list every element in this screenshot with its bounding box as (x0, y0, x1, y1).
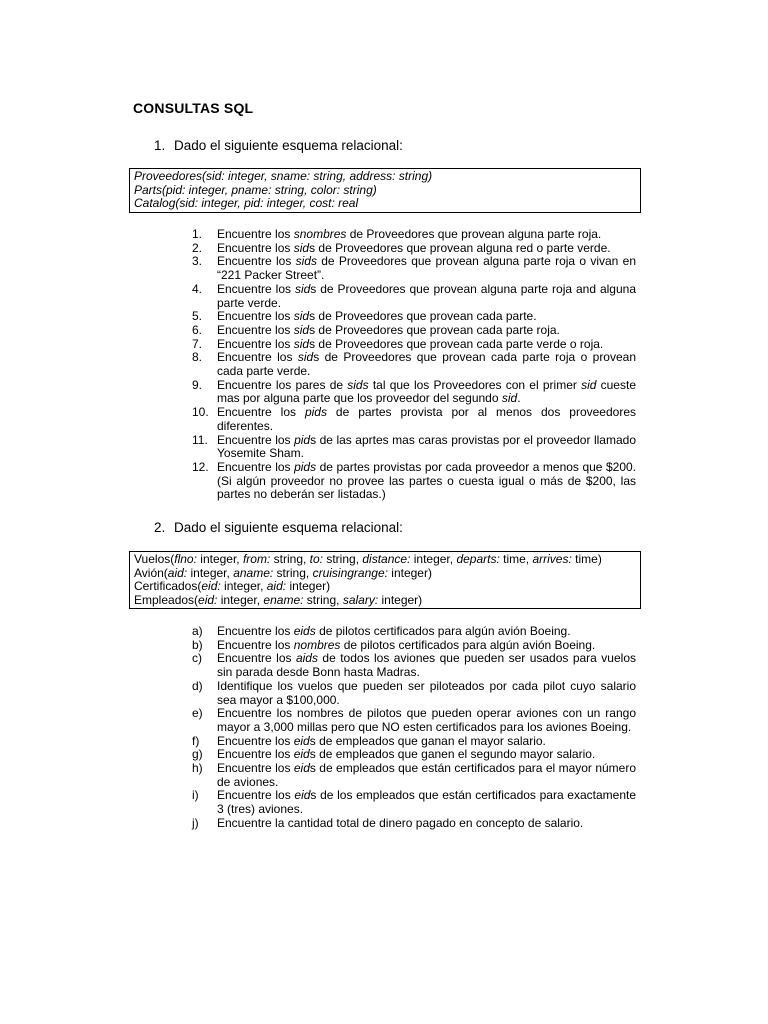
text-run: Identifique los vuelos que pueden ser piloteados por cada pilot cuyo salario sea mayor a $100,000. (217, 678, 636, 707)
text-run: s de los empleados que están certificados para exactamente 3 (tres) aviones. (217, 788, 637, 817)
text-run: s de Proveedores que provean cada parte roja o provean cada parte verde. (217, 350, 637, 379)
text-run: de Proveedores que provean alguna parte roja o vivan en “221 Packer Street”. (217, 254, 636, 283)
list-marker: 4. (192, 281, 203, 296)
text-run: Encuentre los (217, 459, 295, 474)
italic-term: sid (581, 377, 597, 392)
schema-box-2 (129, 551, 641, 609)
italic-term: ename: (263, 592, 304, 607)
italic-term: eids (293, 624, 316, 638)
list-marker: 8. (192, 350, 203, 365)
italic-term: sid (293, 240, 310, 255)
list-marker: 9. (192, 377, 203, 392)
italic-term: sid (293, 322, 310, 337)
text-run: cueste mas por alguna parte que los proveedor del segundo (217, 377, 636, 406)
list-marker: 12. (192, 459, 209, 474)
text-run: Certificados( (134, 579, 202, 594)
list-marker: g) (192, 747, 203, 762)
italic-term: departs: (456, 552, 500, 566)
italic-term: Proveedores(sid: integer, sname: string, address: string) (134, 169, 433, 183)
text-run: Encuentre la cantidad total de dinero pagado en concepto de salario. (217, 815, 584, 830)
text-run: integer, (410, 552, 457, 566)
text-run: Vuelos( (134, 552, 175, 566)
list-item (192, 707, 636, 734)
list-marker: i) (192, 788, 199, 803)
document-title: CONSULTAS SQL (133, 100, 254, 116)
list-marker: a) (192, 624, 203, 638)
italic-term: sid (501, 391, 518, 406)
italic-term: aid: (167, 565, 188, 580)
text-run: Encuentre los (217, 405, 305, 420)
text-run: Encuentre los (217, 227, 294, 241)
list-marker: 10. (192, 405, 209, 420)
text-run: s de Proveedores que provean alguna parte roja and alguna parte verde. (217, 281, 636, 310)
italic-term: aname: (233, 565, 274, 580)
text-run: Encuentre los (217, 281, 295, 296)
italic-term: eid (293, 761, 310, 776)
italic-term: to: (309, 552, 324, 566)
italic-term: sid (293, 309, 310, 324)
italic-term: eid (293, 747, 310, 762)
schema-line (134, 580, 636, 594)
text-run: Encuentre los (217, 350, 298, 365)
question-1-text: Dado el siguiente esquema relacional: (174, 138, 403, 153)
text-run: . (517, 391, 521, 406)
italic-term: arrives: (532, 552, 572, 566)
text-run: Empleados( (134, 592, 199, 607)
list-marker: h) (192, 761, 203, 776)
text-run: de pilotos certificados para algún avión Boeing. (340, 637, 596, 652)
text-run: Encuentre los (217, 322, 294, 337)
italic-term: Catalog(sid: integer, pid: integer, cost: real (134, 196, 359, 211)
list-marker: d) (192, 678, 203, 693)
text-run: integer) (387, 565, 432, 580)
list-item (192, 639, 636, 653)
list-item (192, 338, 636, 352)
text-run: tal que los Proveedores con el primer (368, 377, 582, 392)
list-item (192, 310, 636, 324)
text-run: s de empleados que ganen el segundo mayor salario. (309, 747, 596, 762)
list-item (192, 242, 636, 256)
italic-term: distance: (362, 552, 411, 566)
text-run: Encuentre los (217, 651, 296, 666)
list-item (192, 406, 636, 433)
question-1-list (192, 228, 636, 502)
text-run: string, (270, 552, 310, 566)
italic-term: cruisingrange: (312, 565, 388, 580)
list-item (192, 748, 636, 762)
schema-line (134, 184, 636, 198)
italic-term: from: (242, 552, 271, 566)
text-run: de partes provistas por cada proveedor a menos que $200. (Si algún proveedor no provee las partes o cuesta igual o más de $200, las partes no deberán ser listadas.) (217, 459, 636, 502)
text-run: integer, (217, 592, 264, 607)
list-marker: c) (192, 651, 202, 666)
italic-term: eid (294, 788, 311, 803)
italic-term: eid (293, 733, 310, 748)
text-run: de pilotos certificados para algún avión Boeing. (315, 624, 571, 638)
text-run: s de empleados que ganan el mayor salario. (309, 733, 546, 748)
text-run: integer, (187, 565, 234, 580)
text-run: de todos los aviones que pueden ser usados para vuelos sin parada desde Bonn hasta Madras. (217, 651, 636, 680)
italic-term: salary: (342, 592, 379, 607)
text-run: Encuentre los (217, 624, 294, 638)
text-run: de Proveedores que provean alguna parte roja. (346, 227, 602, 241)
list-item (192, 324, 636, 338)
list-item (192, 817, 636, 831)
italic-term: sid (297, 350, 314, 365)
schema-line (134, 170, 636, 184)
text-run: string, (303, 592, 343, 607)
schema-line (134, 567, 636, 581)
list-item (192, 379, 636, 406)
italic-term: aid: (266, 579, 287, 594)
list-item (192, 228, 636, 242)
text-run: integer) (378, 592, 423, 607)
list-marker: 2. (192, 240, 203, 255)
list-marker: 7. (192, 336, 203, 351)
text-run: integer, (196, 552, 243, 566)
text-run: de partes provista por al menos dos proveedores diferentes. (217, 405, 636, 433)
question-2-number: 2. (154, 520, 166, 535)
text-run: Encuentre los (217, 788, 295, 803)
italic-term: snombres (293, 227, 347, 241)
list-item (192, 625, 636, 639)
question-2-text: Dado el siguiente esquema relacional: (174, 520, 403, 535)
text-run: Encuentre los (217, 254, 296, 269)
text-run: string, (273, 565, 313, 580)
list-marker: 3. (192, 254, 203, 269)
text-run: Encuentre los nombres de pilotos que pueden operar aviones con un rango mayor a 3,000 millas pero que NO esten certificados para los aviones Boeing. (217, 706, 636, 734)
question-2-list (192, 625, 636, 831)
text-run: Encuentre los (217, 336, 294, 351)
text-run: s de las aprtes mas caras provistas por el proveedor llamado Yosemite Sham. (217, 432, 636, 461)
italic-term: pid (294, 432, 311, 447)
italic-term: Parts(pid: integer, pname: string, color: string) (134, 182, 377, 197)
text-run: time, (499, 552, 533, 566)
list-marker: j) (192, 815, 199, 830)
italic-term: sids (347, 377, 369, 392)
question-1-heading (154, 138, 403, 153)
question-1-number: 1. (154, 138, 166, 153)
text-run: time) (571, 552, 602, 566)
italic-term: sid (294, 281, 311, 296)
schema-line (134, 594, 636, 608)
list-marker: f) (192, 733, 200, 748)
text-run: string, (323, 552, 363, 566)
list-item (192, 351, 636, 378)
text-run: integer) (286, 579, 331, 594)
text-run: s de empleados que están certificados para el mayor número de aviones. (217, 761, 637, 789)
italic-term: pids (294, 459, 317, 474)
text-run: Encuentre los (217, 733, 294, 748)
text-run: s de Proveedores que provean cada parte roja. (309, 322, 560, 337)
italic-term: nombres (293, 637, 341, 652)
list-item (192, 680, 636, 707)
question-2-heading (154, 520, 403, 535)
text-run: integer, (220, 579, 267, 594)
italic-term: sids (295, 254, 317, 269)
list-item (192, 789, 636, 816)
text-run: Encuentre los (217, 747, 294, 762)
list-item (192, 652, 636, 679)
list-marker: b) (192, 637, 203, 652)
italic-term: eid: (201, 579, 221, 594)
italic-term: flno: (174, 552, 197, 566)
text-run: Avión( (134, 565, 168, 580)
text-run: s de Proveedores que provean cada parte verde o roja. (309, 336, 604, 351)
text-run: s de Proveedores que provean alguna red o parte verde. (309, 240, 611, 255)
list-marker: 11. (192, 432, 208, 447)
schema-box-1 (129, 168, 641, 213)
text-run: s de Proveedores que provean cada parte. (309, 309, 537, 324)
list-marker: 6. (192, 322, 203, 337)
list-marker: e) (192, 706, 203, 721)
text-run: Encuentre los pares de (217, 377, 348, 392)
list-marker: 5. (192, 309, 203, 324)
text-run: Encuentre los (217, 637, 294, 652)
list-item (192, 283, 636, 310)
schema-line (134, 553, 636, 567)
text-run: Encuentre los (217, 761, 294, 776)
text-run: Encuentre los (217, 309, 294, 324)
list-item (192, 255, 636, 282)
list-marker: 1. (192, 227, 203, 241)
list-item (192, 762, 636, 789)
italic-term: pids (304, 405, 327, 420)
italic-term: aids (295, 651, 318, 666)
list-item (192, 461, 636, 502)
text-run: Encuentre los (217, 432, 295, 447)
schema-line (134, 197, 636, 211)
text-run: Encuentre los (217, 240, 294, 255)
italic-term: sid (293, 336, 310, 351)
list-item (192, 735, 636, 749)
italic-term: eid: (198, 592, 218, 607)
list-item (192, 434, 636, 461)
